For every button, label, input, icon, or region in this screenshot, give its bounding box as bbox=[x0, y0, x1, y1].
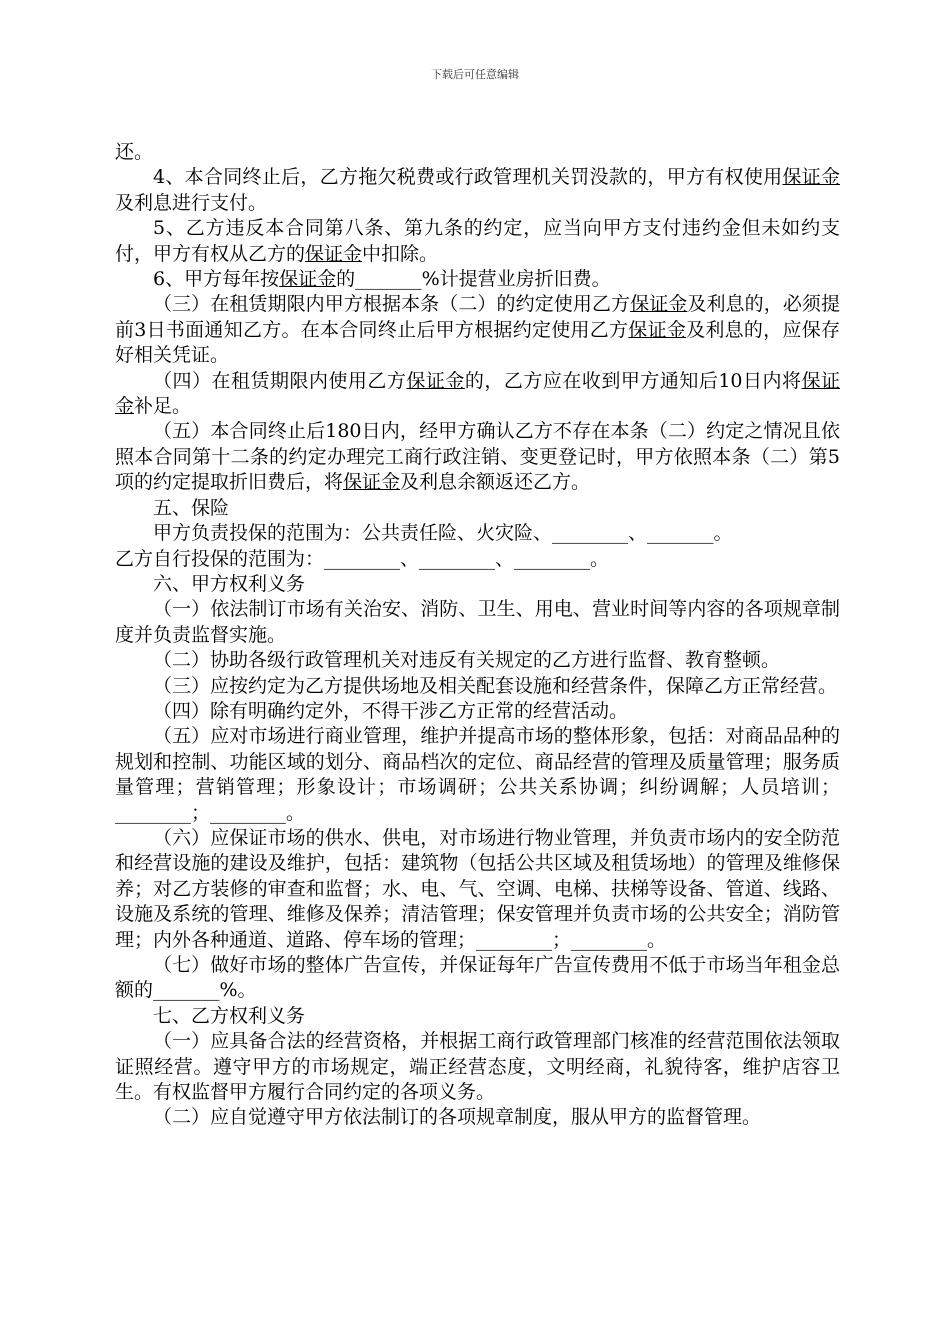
underlined-term: 保证金 bbox=[630, 293, 688, 316]
underlined-term: 保证金 bbox=[279, 268, 337, 291]
text-run: 5、乙方违反本合同第八条、第九条的约定，应当向甲方支付违约金但未如约支付，甲方有权从乙方的 bbox=[115, 217, 840, 265]
paragraph bbox=[115, 369, 840, 420]
text-run: 甲方负责投保的范围为：公共责任险、火灾险、________、_______。 bbox=[153, 522, 733, 545]
paragraph bbox=[115, 216, 840, 267]
underlined-term: 保证金 bbox=[343, 471, 401, 494]
text-run: （一）依法制订市场有关治安、消防、卫生、用电、营业时间等内容的各项规章制度并负责监督实施。 bbox=[115, 598, 840, 646]
text-run: 及利息进行支付。 bbox=[115, 191, 268, 214]
text-run: （四）在租赁期限内使用乙方 bbox=[153, 369, 407, 392]
text-run: （三）应按约定为乙方提供场地及相关配套设施和经营条件，保障乙方正常经营。 bbox=[153, 674, 838, 697]
paragraph bbox=[115, 572, 840, 597]
text-run: 中扣除。 bbox=[362, 242, 439, 265]
text-run: （五）本合同终止后180日内，经甲方确认乙方不存在本条（二）约定之情况且依照本合同第十二条的约定办理完工商行政注销、变更登记时，甲方依照本条（二）第5项的约定提取折旧费后，将 bbox=[115, 420, 840, 494]
paragraph bbox=[115, 699, 840, 724]
paragraph bbox=[115, 1004, 840, 1029]
paragraph bbox=[115, 547, 840, 572]
text-run: 五、保险 bbox=[153, 496, 230, 519]
text-run: 的_______%计提营业房折旧费。 bbox=[336, 268, 611, 291]
paragraph bbox=[115, 724, 840, 826]
underlined-term: 保证金 bbox=[782, 166, 840, 189]
text-run: （二）应自觉遵守甲方依法制订的各项规章制度，服从甲方的监督管理。 bbox=[153, 1106, 762, 1129]
text-run: （四）除有明确约定外，不得干涉乙方正常的经营活动。 bbox=[153, 699, 629, 722]
text-run: （六）应保证市场的供水、供电，对市场进行物业管理，并负责市场内的安全防范和经营设施的建设及维护，包括：建筑物（包括公共区域及租赁场地）的管理及维修保养；对乙方装修的审查和监督；水、电、气、空调、电梯、扶梯等设备、管道、线路、设施及系统的管理、维修及保养；清洁管理；保安管理并负责市场的公共安全；消防管理；内外各种通道、道路、停车场的管理；________；________。 bbox=[115, 826, 840, 951]
text-run: 及利息余额返还乙方。 bbox=[400, 471, 591, 494]
paragraph bbox=[115, 1029, 840, 1105]
text-run: （一）应具备合法的经营资格，并根据工商行政管理部门核准的经营范围依法领取证照经营。遵守甲方的市场规定，端正经营态度，文明经商，礼貌待客，维护店容卫生。有权监督甲方履行合同约定的各项义务。 bbox=[115, 1030, 840, 1104]
underlined-term: 保证金 bbox=[628, 318, 687, 341]
paragraph bbox=[115, 419, 840, 495]
text-run: （三）在租赁期限内甲方根据本条（二）的约定使用乙方 bbox=[153, 293, 631, 316]
text-run: （二）协助各级行政管理机关对违反有关规定的乙方进行监督、教育整顿。 bbox=[153, 649, 781, 672]
paragraph bbox=[115, 1105, 840, 1130]
paragraph bbox=[115, 826, 840, 953]
document-body bbox=[115, 140, 840, 1131]
text-run: （七）做好市场的整体广告宣传，并保证每年广告宣传费用不低于市场当年租金总额的_______%。 bbox=[115, 954, 840, 1002]
paragraph bbox=[115, 496, 840, 521]
text-run: 及利息的，应保存好相关凭证。 bbox=[115, 318, 840, 367]
underlined-term: 保证金 bbox=[305, 242, 363, 265]
text-run: 乙方自行投保的范围为：________、________、________。 bbox=[115, 547, 610, 570]
text-run: （五）应对市场进行商业管理，维护并提高市场的整体形象，包括：对商品品种的规划和控制、功能区域的划分、商品档次的定位、商品经营的管理及质量管理；服务质量管理；营销管理；形象设计；市场调研；公共关系协调；纠纷调解；人员培训；________；________。 bbox=[115, 725, 840, 824]
paragraph bbox=[115, 292, 840, 368]
text-run: 补足。 bbox=[134, 395, 192, 418]
paragraph bbox=[115, 674, 840, 699]
text-run: 4、本合同终止后，乙方拖欠税费或行政管理机关罚没款的，甲方有权使用 bbox=[153, 166, 783, 189]
text-run: 还。 bbox=[115, 141, 154, 163]
text-run: 的，乙方应在收到甲方通知后10日内将 bbox=[464, 369, 802, 392]
text-run: 七、乙方权利义务 bbox=[153, 1004, 306, 1027]
underlined-term: 保证金 bbox=[406, 369, 465, 392]
paragraph bbox=[115, 953, 840, 1004]
page-header: 下载后可任意编辑 bbox=[431, 68, 519, 81]
text-run: 6、甲方每年按 bbox=[153, 268, 280, 291]
paragraph bbox=[115, 267, 840, 292]
text-run: 六、甲方权利义务 bbox=[153, 572, 306, 595]
paragraph bbox=[115, 165, 840, 216]
paragraph bbox=[115, 597, 840, 648]
text-run: 及利息的，必须提前3日书面通知乙方。在本合同终止后甲方根据约定使用乙方 bbox=[115, 293, 840, 341]
paragraph bbox=[115, 521, 840, 546]
paragraph bbox=[115, 140, 840, 165]
underlined-term: 保证金 bbox=[115, 369, 840, 418]
paragraph bbox=[115, 648, 840, 673]
